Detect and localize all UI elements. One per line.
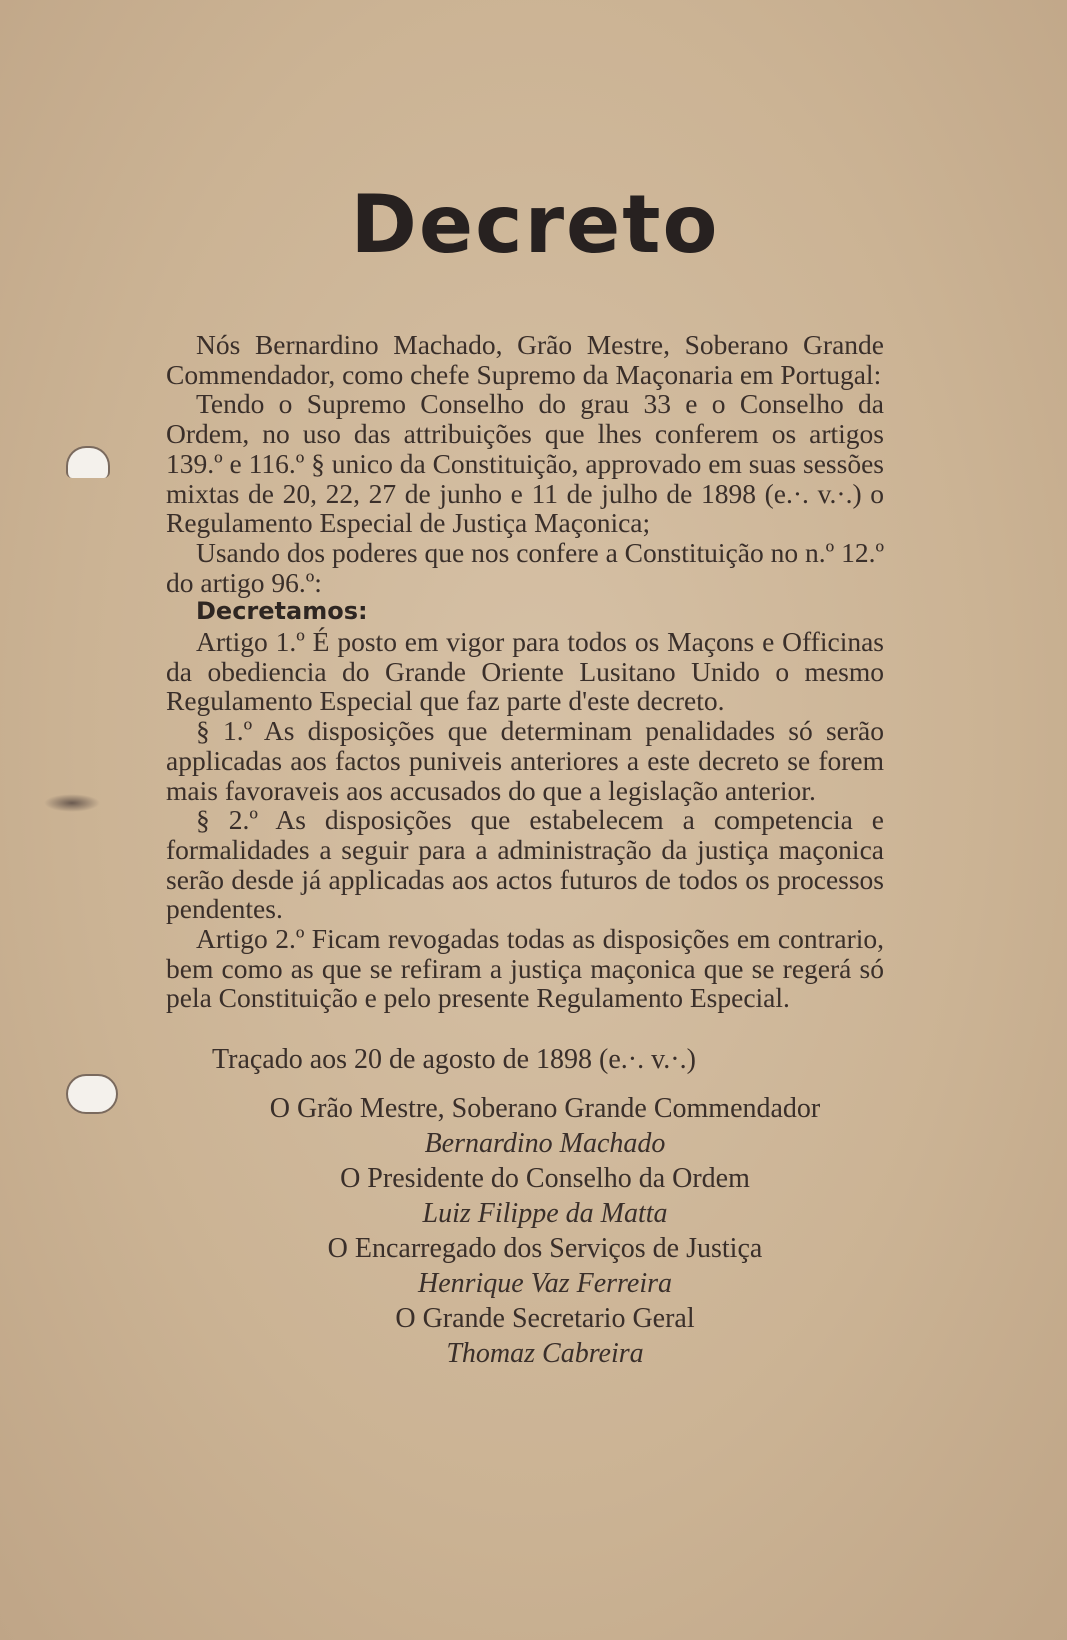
signatory-role: O Grande Secretario Geral bbox=[395, 1303, 695, 1335]
dated-line: Traçado aos 20 de agosto de 1898 (e.·. v.·.) bbox=[212, 1044, 696, 1076]
punch-hole-bottom bbox=[66, 1074, 118, 1114]
signatory-name: Thomaz Cabreira bbox=[446, 1338, 644, 1370]
document-content bbox=[166, 180, 884, 1371]
signatory-role: O Grão Mestre, Soberano Grande Commendador bbox=[269, 1093, 821, 1125]
signatory-role: O Encarregado dos Serviços de Justiça bbox=[327, 1233, 763, 1265]
decree-paragraph: § 2.º As disposições que estabelecem a competencia e formalidades a seguir para a administração da justiça maçonica serão desde já applicadas aos actos futuros de todos os processos pendentes. bbox=[166, 804, 884, 925]
decree-paragraph: § 1.º As disposições que determinam penalidades só serão applicadas aos factos puniveis anteriores a este decreto se forem mais favoraveis aos accusados do que a legislação anterior. bbox=[166, 715, 884, 806]
signatory-name: Henrique Vaz Ferreira bbox=[417, 1268, 673, 1300]
decree-paragraph: Tendo o Supremo Conselho do grau 33 e o Conselho da Ordem, no uso das attribuições que lhes conferem os artigos 139.º e 116.º § unico da Constituição, approvado em suas sessões mixtas de 20, 22, 27 de junho e 11 de julho de 1898 (e.·. v.·.) o Regulamento Especial de Justiça Maçonica; bbox=[166, 388, 884, 539]
decree-heading: Decretamos: bbox=[196, 597, 368, 626]
paper-stain bbox=[44, 794, 100, 812]
signatory-name: Luiz Filippe da Matta bbox=[422, 1198, 668, 1230]
decree-paragraph: Usando dos poderes que nos confere a Constituição no n.º 12.º do artigo 96.º: bbox=[166, 536, 884, 598]
signature bbox=[206, 1231, 884, 1301]
decree-paragraph: Artigo 1.º É posto em vigor para todos os Maçons e Officinas da obediencia do Grande Oriente Lusitano Unido o mesmo Regulamento Especial que faz parte d'este decreto. bbox=[166, 626, 884, 717]
punch-hole-top bbox=[66, 446, 110, 478]
signature bbox=[206, 1161, 884, 1231]
signature bbox=[206, 1301, 884, 1371]
decree-paragraph: Artigo 2.º Ficam revogadas todas as disposições em contrario, bem como as que se refiram a justiça maçonica que se regerá só pela Constituição e pelo presente Regulamento Especial. bbox=[166, 923, 884, 1014]
signature-block bbox=[166, 1091, 884, 1371]
signatory-role: O Presidente do Conselho da Ordem bbox=[340, 1163, 750, 1195]
signatory-name: Bernardino Machado bbox=[424, 1128, 666, 1160]
signature bbox=[206, 1091, 884, 1161]
document-body bbox=[166, 330, 884, 1013]
decree-paragraph: Nós Bernardino Machado, Grão Mestre, Soberano Grande Commendador, como chefe Supremo da Maçonaria em Portugal: bbox=[166, 329, 884, 390]
document-title: Decreto bbox=[350, 178, 720, 271]
